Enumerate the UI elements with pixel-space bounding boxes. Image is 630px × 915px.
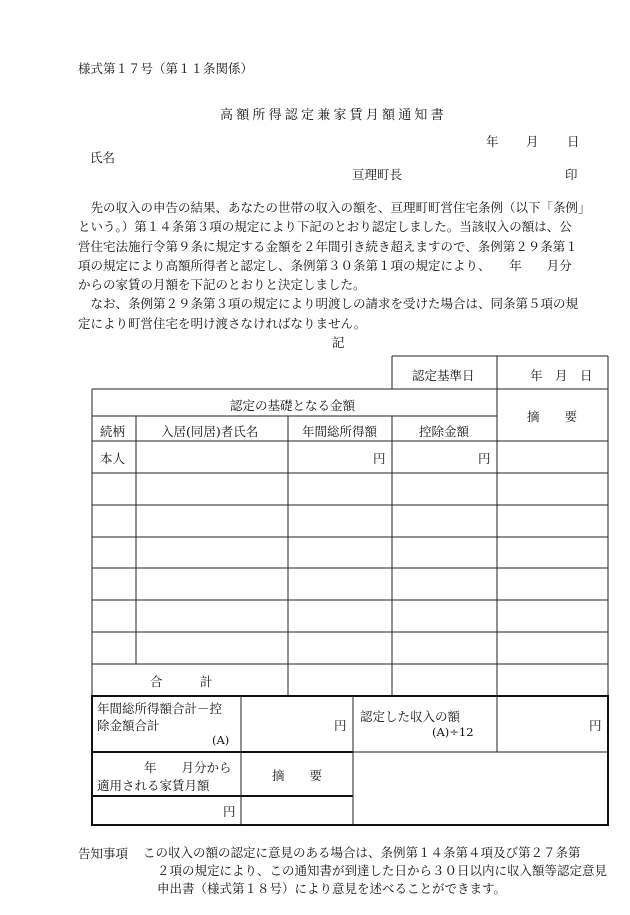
basis-header: 認定の基礎となる金額 [230,398,356,413]
summary-label-mark: (A) [212,733,230,747]
document-title: 高額所得認定兼家賃月額通知書 [220,108,447,123]
certified-income-formula: (A)÷12 [432,725,474,739]
body-line: なお、条例第２９条第３項の規定により明渡しの請求を受けた場合は、同条第５項の規 [78,296,579,312]
column-relation: 続柄 [100,424,126,439]
notice-text [143,844,630,898]
form-number: 様式第１７号（第１１条関係） [78,61,254,76]
rent-remarks-label: 摘 要 [272,768,323,783]
reference-date-label: 認定基準日 [412,368,475,383]
summary-label-line2: 除金額合計 [97,718,160,733]
rent-label-line1: 年 月分から [144,760,232,775]
summary-label-line1: 年間総所得額合計－控 [97,701,223,716]
body-line: 先の収入の申告の結果、あなたの世帯の収入の額を、亘理町町営住宅条例（以下「条例」 [78,200,591,215]
column-resident-name: 入居(同居)者氏名 [161,424,259,439]
rent-label-line2: 適用される家賃月額 [97,778,210,793]
column-annual-income: 年間総所得額 [302,424,378,439]
body-line: という。）第１４条第３項の規定により下記のとおり認定しました。当該収入の額は、公 [78,219,572,235]
first-row-relation: 本人 [100,451,126,466]
issuer-name: 亘理町長 [352,167,403,182]
certified-income-yen: 円 [589,718,602,733]
seal-mark: 印 [565,167,578,182]
rent-yen: 円 [223,804,236,819]
deduction-yen: 円 [478,451,491,466]
body-line: 項の規定により高額所得者と認定し、条例第３０条第１項の規定により、 年 月分 [78,257,572,273]
reference-date-value: 年 月 日 [530,368,593,383]
summary-yen: 円 [334,718,347,733]
notice-line: この収入の額の認定に意見のある場合は、条例第１４条第４項及び第２７条第 [143,845,581,860]
column-deduction: 控除金額 [419,424,470,439]
total-label: 合 計 [150,674,213,689]
ki-marker: 記 [332,335,345,350]
certified-income-label: 認定した収入の額 [360,709,461,724]
date-day: 日 [567,134,580,149]
recipient-label: 氏名 [90,150,116,165]
body-line: からの家賃の月額を下記のとおりと決定しました。 [78,277,366,293]
annual-income-yen: 円 [373,451,386,466]
notice-line: 申出書（様式第１８号）により意見を述べることができます。 [157,881,507,896]
body-line: 営住宅法施行令第９条に規定する金額を２年間引き続き超えますので、条例第２９条第１ [78,238,578,254]
remarks-header: 摘 要 [527,409,578,424]
notice-label: 告知事項 [78,846,129,861]
body-line: 定により町営住宅を明け渡さなければなりません。 [78,315,367,331]
date-year: 年 [486,134,499,149]
notice-line: ２項の規定により、この通知書が到達した日から３０日以内に収入額等認定意見 [157,863,608,878]
date-month: 月 [526,134,539,149]
